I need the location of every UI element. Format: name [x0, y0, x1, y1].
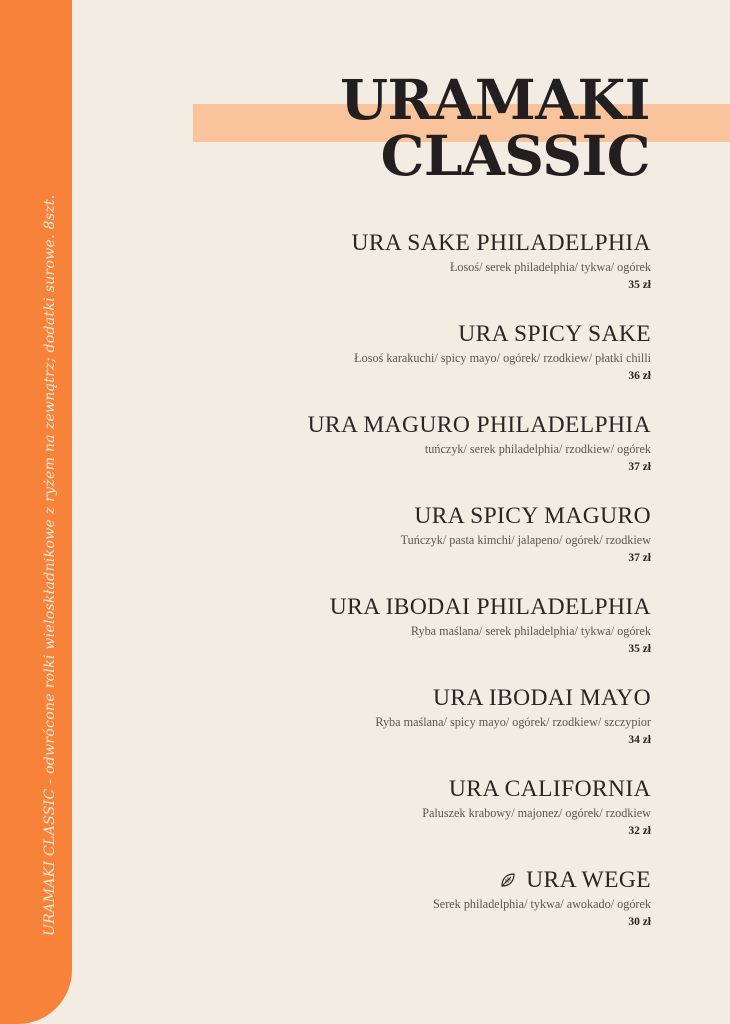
menu-item	[191, 683, 651, 774]
menu-item-price: 35 zł	[628, 279, 651, 291]
menu-item-description: Paluszek krabowy/ majonez/ ogórek/ rzodkiew	[422, 806, 651, 820]
menu-item	[191, 319, 651, 410]
menu-item-name-row	[191, 865, 651, 895]
menu-item	[191, 592, 651, 683]
page-title-line2: CLASSIC	[380, 123, 650, 188]
menu-item-description: Ryba maślana/ serek philadelphia/ tykwa/ ogórek	[410, 624, 651, 638]
menu-item-name: URA SAKE PHILADELPHIA	[351, 230, 651, 256]
menu-item-name: URA SPICY SAKE	[458, 321, 651, 347]
menu-item-price: 32 zł	[628, 825, 651, 837]
menu-item-name: URA WEGE	[526, 867, 651, 893]
menu-item-description: Ryba maślana/ spicy mayo/ ogórek/ rzodkiew/ szczypior	[375, 715, 651, 729]
menu-item	[191, 410, 651, 501]
menu-item-name: URA IBODAI MAYO	[433, 685, 651, 711]
menu-item-name: URA CALIFORNIA	[448, 776, 651, 802]
menu-item-description: tuńczyk/ serek philadelphia/ rzodkiew/ ogórek	[424, 442, 651, 456]
page-title-line1: URAMAKI	[340, 67, 650, 132]
menu-list	[191, 228, 651, 956]
page-title	[340, 67, 650, 188]
menu-item-price: 30 zł	[628, 916, 651, 928]
menu-item-description: Serek philadelphia/ tykwa/ awokado/ ogórek	[433, 897, 651, 911]
side-band	[0, 0, 72, 1024]
menu-item-price: 35 zł	[628, 643, 651, 655]
menu-item-price: 36 zł	[628, 370, 651, 382]
menu-item	[191, 865, 651, 956]
menu-item	[191, 774, 651, 865]
menu-item-name: URA SPICY MAGURO	[414, 503, 651, 529]
menu-item-description: Tuńczyk/ pasta kimchi/ jalapeno/ ogórek/ rzodkiew	[400, 533, 651, 547]
menu-item	[191, 501, 651, 592]
menu-item-price: 37 zł	[628, 552, 651, 564]
menu-item-description: Łosoś karakuchi/ spicy mayo/ ogórek/ rzodkiew/ płatki chilli	[354, 351, 651, 365]
menu-item	[191, 228, 651, 319]
side-note: URAMAKI CLASSIC - odwrócone rolki wieloskładnikowe z ryżem na zewnątrz; dodatki surowe. 8szt.	[42, 194, 58, 936]
menu-item-price: 34 zł	[628, 734, 651, 746]
menu-item-price: 37 zł	[628, 461, 651, 473]
menu-item-name: URA IBODAI PHILADELPHIA	[329, 594, 651, 620]
menu-item-name: URA MAGURO PHILADELPHIA	[307, 412, 651, 438]
menu-item-description: Łosoś/ serek philadelphia/ tykwa/ ogórek	[449, 260, 651, 274]
leaf-icon	[499, 867, 517, 885]
